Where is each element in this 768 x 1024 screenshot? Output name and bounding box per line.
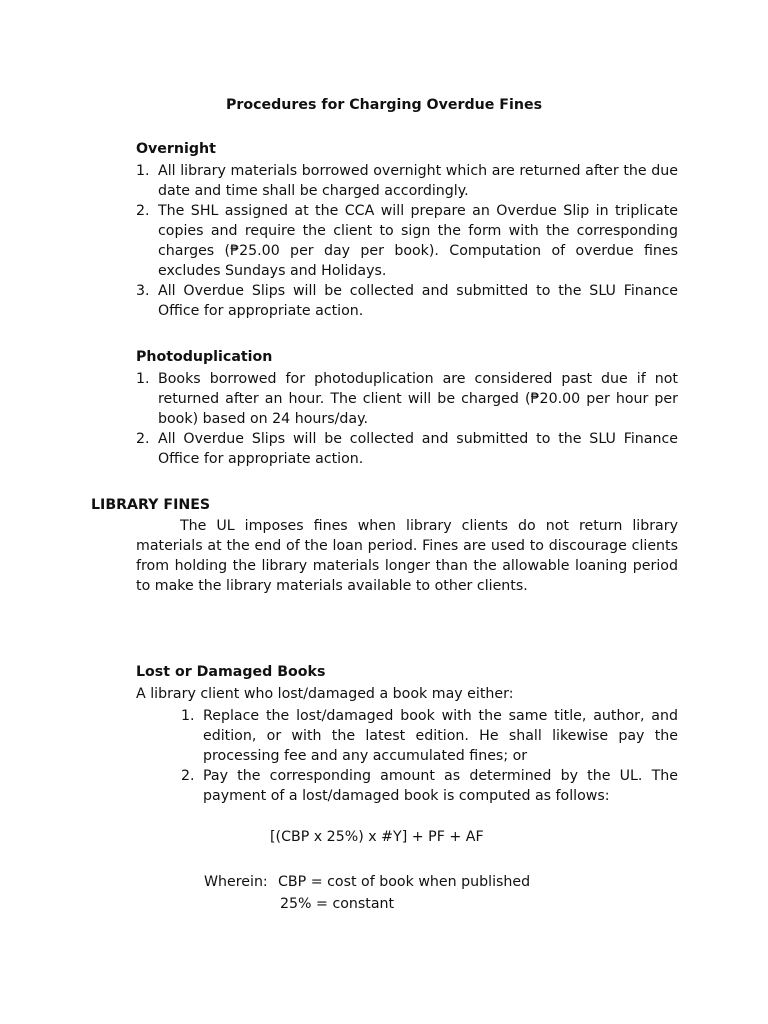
- overnight-heading: Overnight: [136, 141, 216, 157]
- page-title: Procedures for Charging Overdue Fines: [225, 97, 543, 113]
- list-item: 2. Pay the corresponding amount as determined by the UL. The payment of a lost/damaged book is computed as follows:: [181, 768, 678, 804]
- payment-formula: [(CBP x 25%) x #Y] + PF + AF: [270, 829, 484, 845]
- list-item: 3. All Overdue Slips will be collected and submitted to the SLU Finance Office for appropriate action.: [136, 283, 678, 319]
- wherein-label: Wherein:: [204, 874, 268, 890]
- wherein-line: [204, 872, 530, 892]
- lost-damaged-list: [181, 706, 678, 806]
- overnight-list: [136, 161, 678, 321]
- list-item: 2. The SHL assigned at the CCA will prepare an Overdue Slip in triplicate copies and require the client to sign the form with the corresponding charges (₱25.00 per day per book). Computation of overdue fines excludes Sundays and Holidays.: [136, 203, 678, 279]
- list-item: 2. All Overdue Slips will be collected and submitted to the SLU Finance Office for appropriate action.: [136, 431, 678, 467]
- wherein-constant: 25% = constant: [280, 896, 395, 912]
- list-item: 1. All library materials borrowed overnight which are returned after the due date and time shall be charged accordingly.: [136, 163, 678, 199]
- list-item: 1. Replace the lost/damaged book with the same title, author, and edition, or with the latest edition. He shall likewise pay the processing fee and any accumulated fines; or: [181, 708, 678, 764]
- photoduplication-list: [136, 369, 678, 469]
- lost-damaged-heading: Lost or Damaged Books: [136, 664, 326, 680]
- library-fines-heading: LIBRARY FINES: [91, 497, 211, 513]
- photoduplication-heading: Photoduplication: [136, 349, 273, 365]
- lost-damaged-intro: A library client who lost/damaged a book may either:: [136, 686, 514, 702]
- library-fines-paragraph: The UL imposes fines when library clients do not return library materials at the end of the loan period. Fines are used to discourage clients from holding the library materials longer than the allowable loaning period to make the library materials available to other clients.: [136, 518, 678, 594]
- wherein-cbp: CBP = cost of book when published: [278, 874, 531, 890]
- list-item: 1. Books borrowed for photoduplication are considered past due if not returned after an hour. The client will be charged (₱20.00 per hour per book) based on 24 hours/day.: [136, 371, 678, 427]
